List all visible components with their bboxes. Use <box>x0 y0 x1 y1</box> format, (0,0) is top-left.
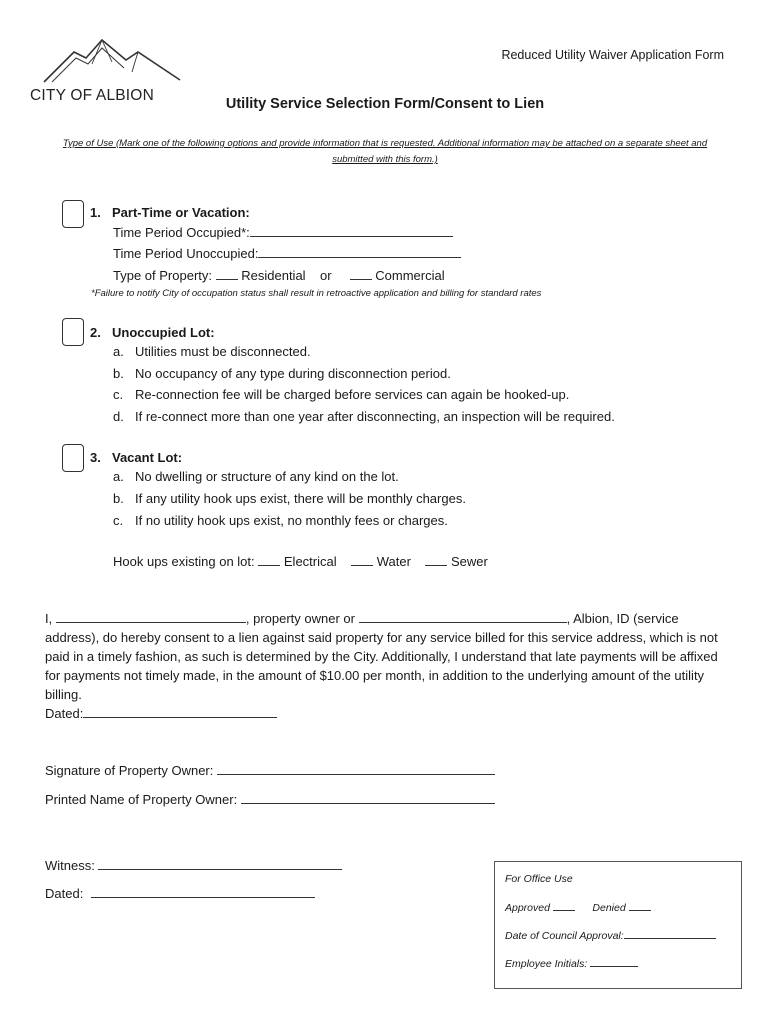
owner-name-field[interactable] <box>56 610 246 623</box>
list-item: a. Utilities must be disconnected. <box>113 344 311 359</box>
time-occupied-field[interactable] <box>250 224 453 237</box>
approval-row: Approved Denied <box>505 900 651 914</box>
form-name: Reduced Utility Waiver Application Form <box>501 48 724 62</box>
council-approval-row: Date of Council Approval: <box>505 928 716 942</box>
water-blank[interactable] <box>351 553 373 566</box>
section-2-heading: 2. Unoccupied Lot: <box>90 325 215 340</box>
witness-dated-row: Dated: <box>45 885 315 901</box>
list-item: c. If no utility hook ups exist, no monthly fees or charges. <box>113 513 448 528</box>
logo-text: CITY OF ALBION <box>30 87 154 104</box>
time-occupied-row: Time Period Occupied*: <box>113 224 453 240</box>
printed-name-row: Printed Name of Property Owner: <box>45 791 495 807</box>
list-item: d. If re-connect more than one year after disconnecting, an inspection will be required. <box>113 409 615 424</box>
hookups-row: Hook ups existing on lot: Electrical Water Sewer <box>113 554 488 569</box>
consent-dated-field[interactable] <box>83 705 277 718</box>
witness-field[interactable] <box>98 857 342 870</box>
list-item: b. No occupancy of any type during disconnection period. <box>113 366 451 381</box>
office-use-box <box>494 861 742 989</box>
council-approval-blank[interactable] <box>624 928 716 939</box>
checkbox-unoccupied-lot[interactable] <box>62 318 84 346</box>
residential-blank[interactable] <box>216 267 238 280</box>
employee-initials-row: Employee Initials: <box>505 956 638 970</box>
consent-paragraph: I, , property owner or , Albion, ID (service address), do hereby consent to a lien against said property for any service billed for this service address, which is not paid in a timely fashion, as such is determined by the City. Additionally, I understand that late payments will be affixed for payments not timely made, in the amount of $10.00 per month, in addition to the underlying amount of the utility billing. Dated: <box>45 611 718 721</box>
approved-blank[interactable] <box>553 900 575 911</box>
witness-row: Witness: <box>45 857 342 873</box>
list-item: a. No dwelling or structure of any kind on the lot. <box>113 469 399 484</box>
denied-blank[interactable] <box>629 900 651 911</box>
section-3-heading: 3. Vacant Lot: <box>90 450 183 465</box>
witness-dated-field[interactable] <box>91 885 315 898</box>
instructions: Type of Use (Mark one of the following options and provide information that is requested. Additional information may be attached on a separate sheet and submitted with this form.) <box>62 138 708 165</box>
list-item: c. Re-connection fee will be charged before services can again be hooked-up. <box>113 387 570 402</box>
office-use-title: For Office Use <box>505 873 573 885</box>
signature-field[interactable] <box>217 762 495 775</box>
electrical-blank[interactable] <box>258 553 280 566</box>
time-unoccupied-field[interactable] <box>258 245 461 258</box>
employee-initials-blank[interactable] <box>590 956 638 967</box>
property-type-row: Type of Property: Residential or Commercial <box>113 268 445 283</box>
service-address-field[interactable] <box>359 610 567 623</box>
mountains-icon <box>42 38 182 84</box>
checkbox-vacant-lot[interactable] <box>62 444 84 472</box>
page-title: Utility Service Selection Form/Consent to Lien <box>225 96 545 112</box>
signature-row: Signature of Property Owner: <box>45 762 495 778</box>
commercial-blank[interactable] <box>350 267 372 280</box>
section-1-heading: 1. Part-Time or Vacation: <box>90 205 250 220</box>
printed-name-field[interactable] <box>241 791 495 804</box>
checkbox-part-time[interactable] <box>62 200 84 228</box>
time-unoccupied-row: Time Period Unoccupied: <box>113 245 461 261</box>
list-item: b. If any utility hook ups exist, there will be monthly charges. <box>113 491 466 506</box>
occupation-note: *Failure to notify City of occupation status shall result in retroactive application and billing for standard rates <box>91 288 542 299</box>
sewer-blank[interactable] <box>425 553 447 566</box>
